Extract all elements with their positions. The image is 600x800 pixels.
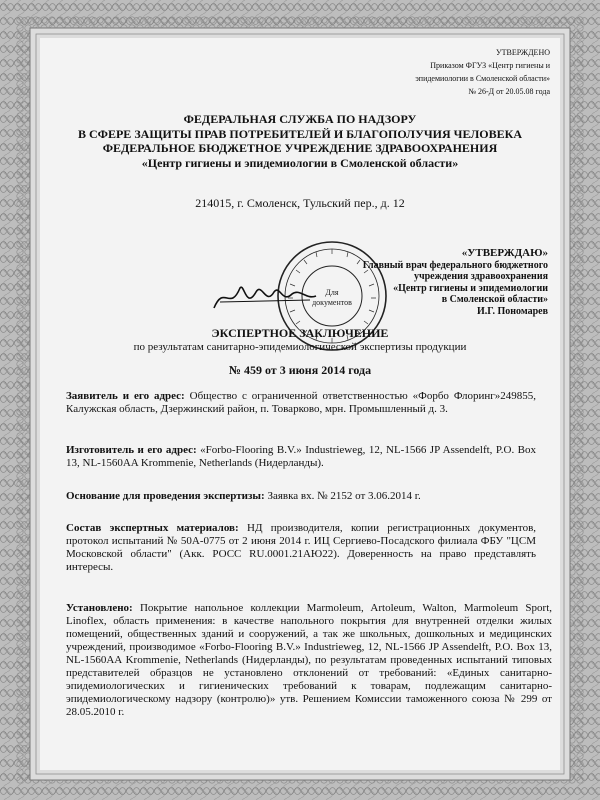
approve-signer: И.Г. Пономарев — [476, 305, 548, 317]
approve-line: в Смоленской области» — [441, 294, 548, 305]
approval-note-line: эпидемиологии в Смоленской области» — [415, 74, 550, 83]
basis-section — [66, 490, 536, 503]
established-text: Покрытие напольное коллекции Marmoleum, Artoleum, Walton, Marmoleum Sport, Linoflex, область применения: в качестве напольного покрытия для внутренней отделки жилых помещений, общественных зданий и сооружений, а так же школьных, дошкольных и медицинских учреждений, производимое «Forbo-Flooring B.V.» Industrieweg, 12, NL-1566 JP Assendelft, P.O. Box 13, NL-1560AA Krommenie, Netherlands (Нидерланды), по результатам проведенных испытаний типовых представителей образцов не установлено отклонений от требований: «Единых санитарно-эпидемиологических и гигиенических требований к товарам, подлежащим санитарно-эпидемиологическому надзору (контролю)» утв. Решением Комиссии таможенного союза № 299 от 28.05.2010 г. — [66, 602, 553, 718]
manufacturer-text: «Forbo-Flooring B.V.» Industrieweg, 12, NL-1566 JP Assendelft, P.O. Box 13, NL-1560AA Krommenie, Netherlands (Нидерланды). — [66, 444, 537, 469]
approve-line: учреждения здравоохранения — [413, 271, 548, 282]
agency-line: «Центр гигиены и эпидемиологии в Смоленской области» — [141, 155, 459, 170]
approval-note — [370, 46, 550, 98]
manufacturer-label: Изготовитель и его адрес: — [66, 444, 197, 456]
basis-text: Заявка вх. № 2152 от 3.06.2014 г. — [267, 490, 421, 502]
established-section — [66, 602, 552, 719]
materials-text: НД производителя, копии регистрационных документов, протокол испытаний № 50А-0775 от 2 июня 2014 г. ИЦ Сергиево-Посадского филиала ФБУ "ЦСМ Московской области" (Акк. РОСС RU.0001.21АЮ22). Доверенность на право представлять интересы. — [66, 522, 537, 573]
basis-label: Основание для проведения экспертизы: — [66, 490, 265, 502]
document-number: № 459 от 3 июня 2014 года — [228, 363, 372, 377]
applicant-label: Заявитель и его адрес: — [66, 390, 185, 402]
agency-line: ФЕДЕРАЛЬНОЕ БЮДЖЕТНОЕ УЧРЕЖДЕНИЕ ЗДРАВООХРАНЕНИЯ — [102, 141, 498, 155]
materials-section — [66, 522, 536, 574]
approve-line: Главный врач федерального бюджетного — [362, 259, 548, 271]
stamp-text: документов — [312, 298, 352, 307]
manufacturer-section — [66, 444, 536, 470]
approve-block — [300, 248, 548, 317]
approval-note-line: № 26-Д от 20.05.08 года — [468, 87, 550, 96]
agency-line: ФЕДЕРАЛЬНАЯ СЛУЖБА ПО НАДЗОРУ — [183, 112, 417, 126]
agency-header — [60, 112, 540, 170]
applicant-section — [66, 390, 536, 416]
approval-note-title: УТВЕРЖДЕНО — [495, 48, 550, 57]
approve-heading: «УТВЕРЖДАЮ» — [461, 247, 548, 259]
established-label: Установлено: — [66, 602, 133, 614]
document-subtitle: по результатам санитарно-эпидемиологической экспертизы продукции — [133, 341, 467, 353]
approval-note-line: Приказом ФГУЗ «Центр гигиены и — [430, 61, 550, 70]
materials-label: Состав экспертных материалов: — [66, 522, 239, 534]
agency-line: В СФЕРЕ ЗАЩИТЫ ПРАВ ПОТРЕБИТЕЛЕЙ И БЛАГОПОЛУЧИЯ ЧЕЛОВЕКА — [78, 126, 522, 141]
stamp-text: Для — [325, 288, 339, 297]
agency-address: 214015, г. Смоленск, Тульский пер., д. 12 — [195, 196, 405, 210]
applicant-text: Общество с ограниченной ответственностью «Форбо Флоринг»249855, Калужская область, Дзержинский район, п. Товарково, мрн. Промышленный д. 3. — [66, 390, 536, 415]
document-title: ЭКСПЕРТНОЕ ЗАКЛЮЧЕНИЕ — [211, 326, 389, 340]
approve-line: «Центр гигиены и эпидемиологии — [393, 282, 548, 294]
document-title-block — [60, 326, 540, 354]
